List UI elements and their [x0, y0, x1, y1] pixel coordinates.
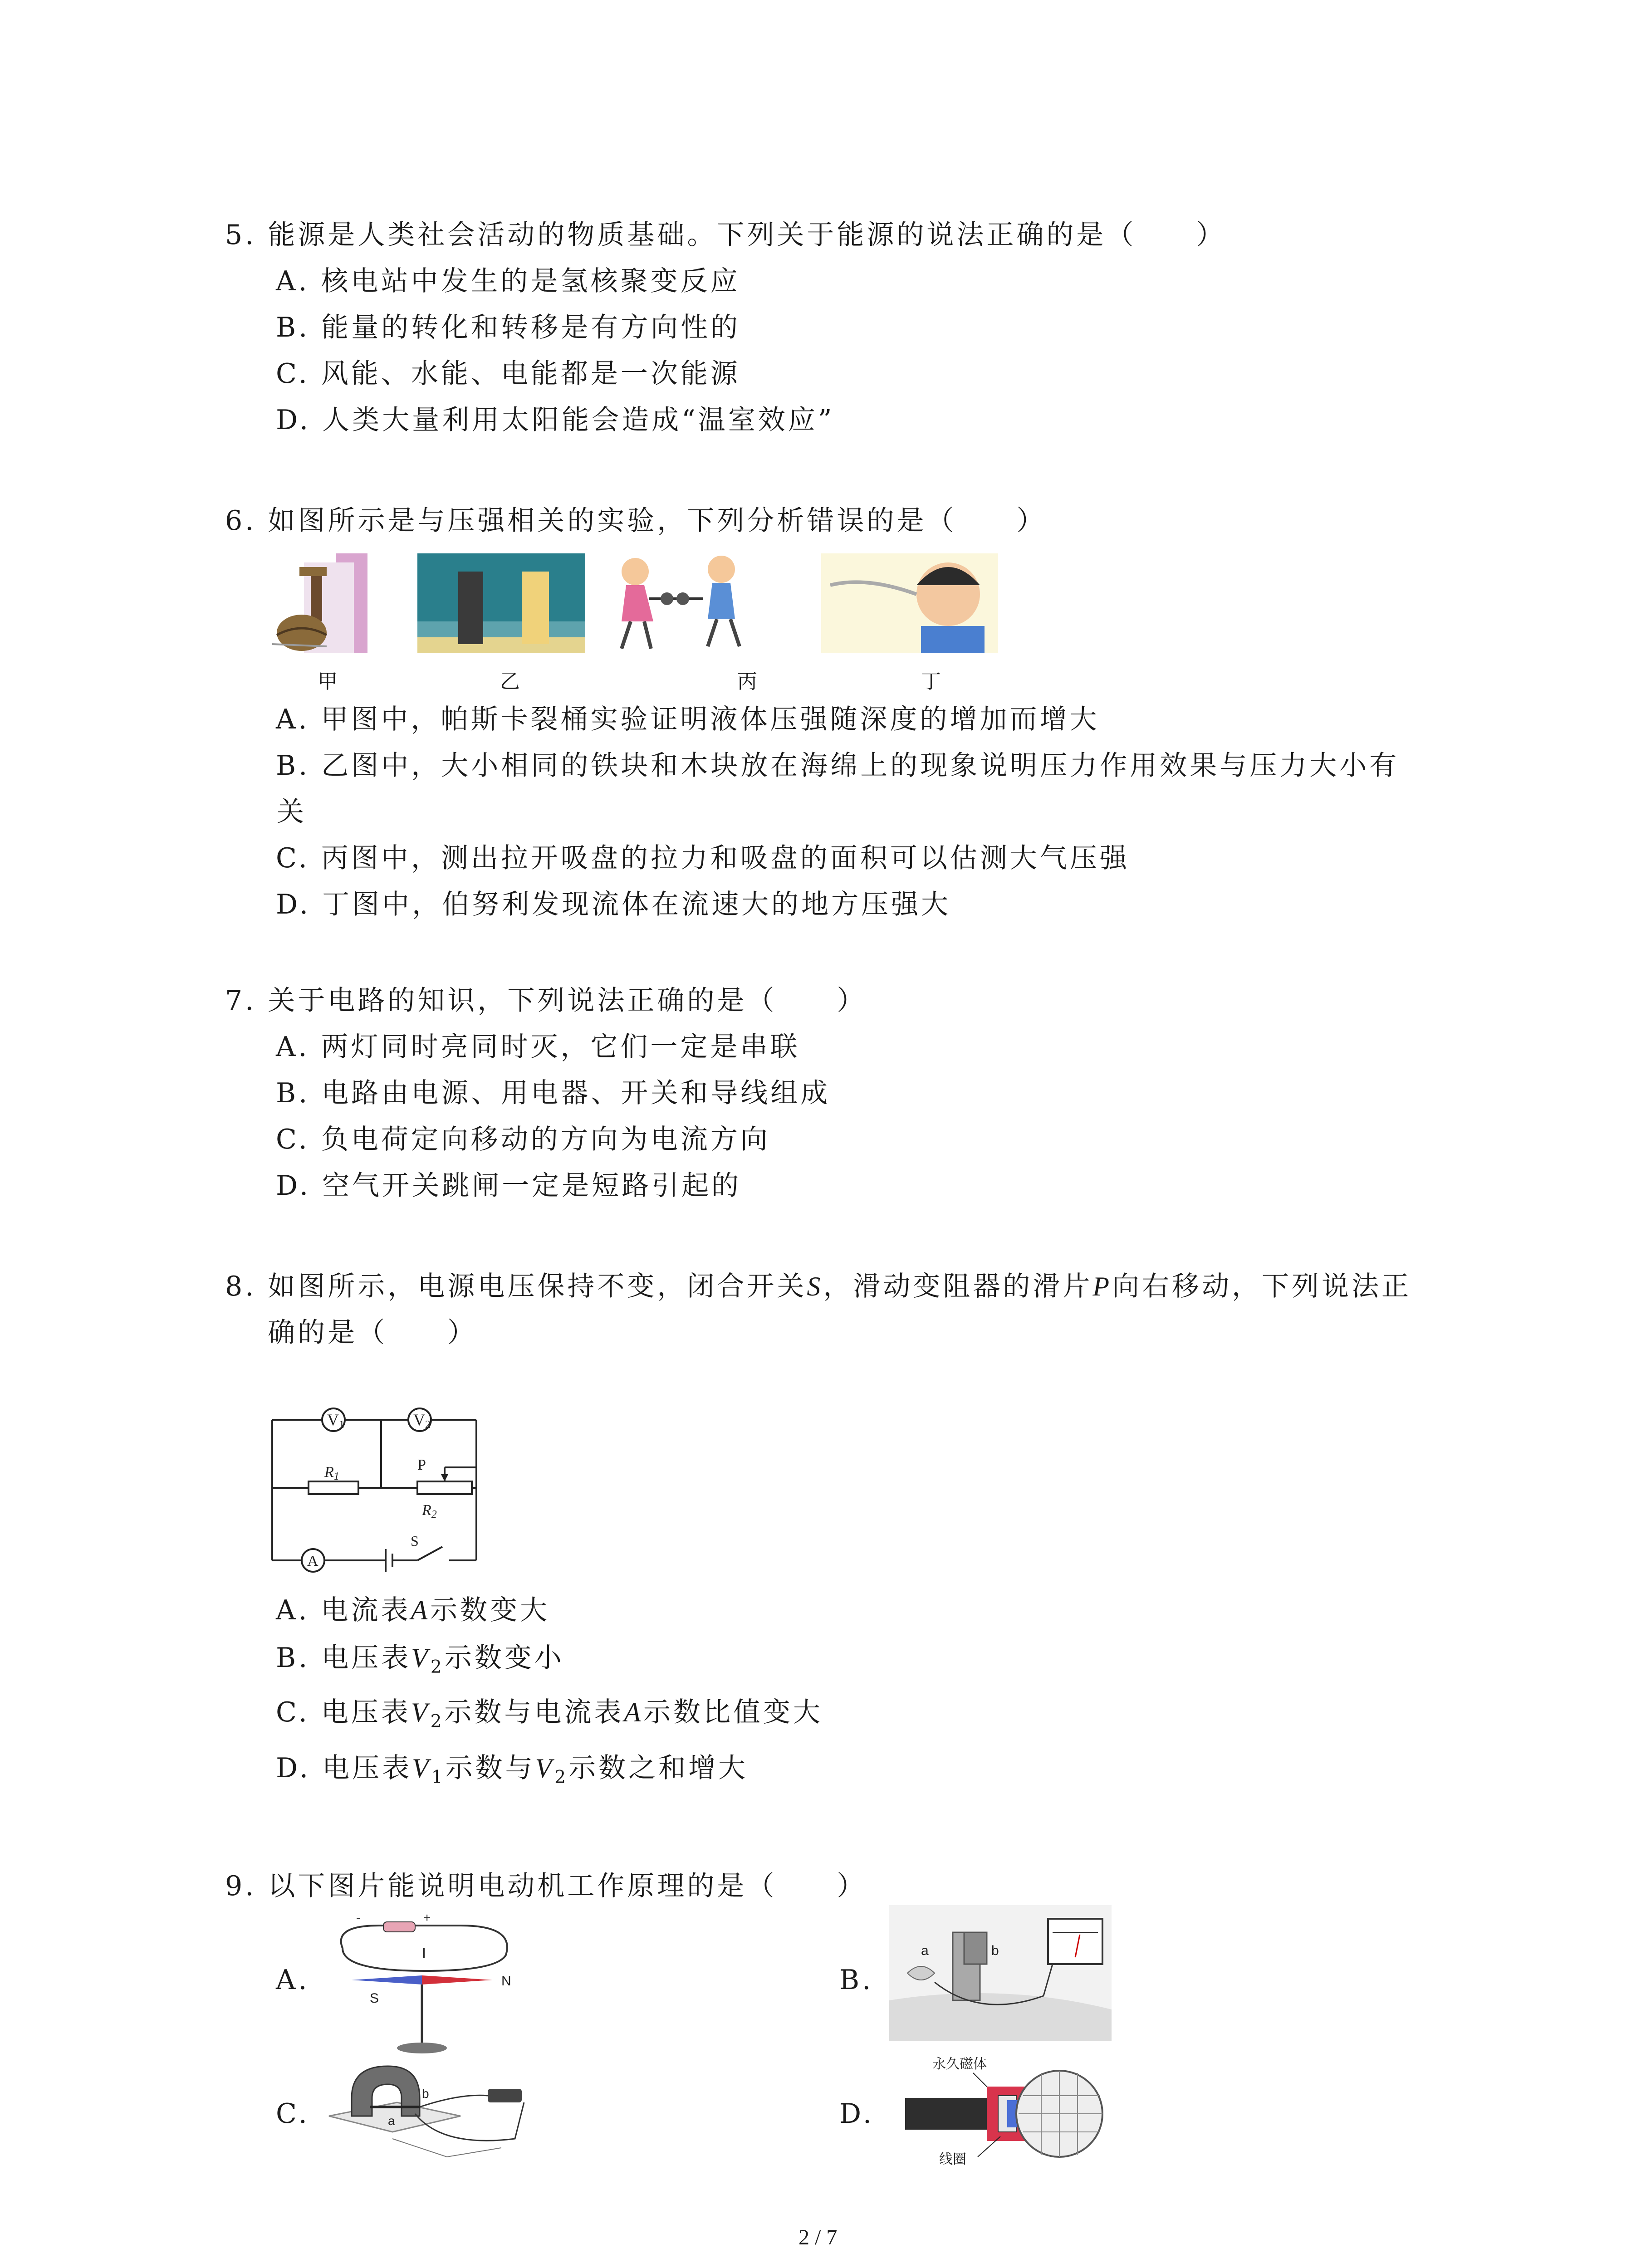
q7-option-d: D. 空气开关跳闸一定是短路引起的	[276, 1170, 742, 1202]
q8-stem-line2: 确的是（ ）	[268, 1317, 477, 1349]
q9-stem: 9. 以下图片能说明电动机工作原理的是（ ）	[225, 1870, 867, 1902]
q5-option-b: B. 能量的转化和转移是有方向性的	[276, 312, 741, 343]
q6-option-b: B. 乙图中，大小相同的铁块和木块放在海绵上的现象说明压力作用效果与压力大小有	[276, 750, 1400, 782]
q7-option-b: B. 电路由电源、用电器、开关和导线组成	[276, 1077, 831, 1109]
q6-option-d: D. 丁图中，伯努利发现流体在流速大的地方压强大	[276, 889, 951, 920]
q6-option-c: C. 丙图中，测出拉开吸盘的拉力和吸盘的面积可以估测大气压强	[276, 842, 1130, 874]
q8-circuit-diagram	[263, 1402, 499, 1592]
q8-option-c: C. 电压表$V_2$示数与电流表A示数比值变大	[276, 1696, 823, 1732]
q5-option-c: C. 风能、水能、电能都是一次能源	[276, 358, 740, 390]
q9-fig-d-coil-label: 线圈	[939, 2152, 966, 2167]
q9-letter-a: A.	[276, 1964, 310, 1996]
q9-letter-b: B.	[839, 1964, 874, 1996]
q8-v2-label: V2	[413, 1411, 431, 1431]
q6-fig-jia	[272, 553, 367, 653]
q8-stem: 8. 如图所示，电源电压保持不变，闭合开关S，滑动变阻器的滑片P向右移动，下列说法正	[225, 1271, 1411, 1302]
q9-fig-c-motor	[324, 2057, 542, 2170]
q9-fig-a-n-label: N	[501, 1974, 511, 1989]
q6-label-yi: 乙	[500, 670, 520, 693]
q9-fig-b-induction	[889, 1905, 1112, 2041]
q8-option-a: A. 电流表A示数变大	[276, 1594, 550, 1626]
q9-fig-a-s-label: S	[370, 1991, 379, 2006]
q9-fig-d-microphone	[901, 2055, 1109, 2173]
q9-letter-d: D.	[839, 2098, 875, 2130]
q9-fig-a-current-label: I	[422, 1945, 426, 1961]
q5-option-a: A. 核电站中发生的是氢核聚变反应	[276, 265, 740, 297]
q5-option-d: D. 人类大量利用太阳能会造成“温室效应”	[276, 404, 835, 436]
q9-fig-d-magnet-label: 永久磁体	[932, 2057, 987, 2072]
svg-text:+: +	[423, 1912, 431, 1925]
q9-fig-c-a-label: a	[388, 2114, 395, 2128]
page-number: 2 / 7	[798, 2225, 838, 2249]
q6-label-bing: 丙	[737, 670, 757, 693]
q8-p-label: P	[417, 1457, 426, 1473]
q6-stem: 6. 如图所示是与压强相关的实验，下列分析错误的是（ ）	[225, 505, 1047, 537]
q8-ammeter-label: A	[307, 1553, 318, 1569]
q9-letter-c: C.	[276, 2098, 310, 2130]
q8-option-d: D. 电压表$V_1$示数与$V_2$示数之和增大	[276, 1752, 749, 1788]
q9-fig-b-a-label: a	[921, 1943, 929, 1958]
q9-fig-b-b-label: b	[991, 1943, 999, 1958]
q6-option-a: A. 甲图中，帕斯卡裂桶实验证明液体压强随深度的增加而增大	[276, 704, 1100, 735]
q6-option-b-cont: 关	[277, 796, 307, 828]
q7-option-c: C. 负电荷定向移动的方向为电流方向	[276, 1124, 770, 1155]
q8-option-b: B. 电压表$V_2$示数变小	[276, 1642, 564, 1677]
q8-switch-label: S	[411, 1533, 419, 1549]
q7-stem: 7. 关于电路的知识，下列说法正确的是（ ）	[225, 985, 867, 1017]
q6-label-jia: 甲	[318, 670, 338, 693]
svg-text:-: -	[356, 1912, 361, 1925]
q8-r1-label: R1	[324, 1464, 339, 1482]
q7-option-a: A. 两灯同时亮同时灭，它们一定是串联	[276, 1031, 800, 1063]
q6-figures	[268, 549, 1003, 658]
q6-label-ding: 丁	[921, 670, 941, 693]
q6-fig-bing	[612, 553, 771, 653]
q9-fig-a-oersted	[324, 1912, 524, 2057]
q5-stem: 5. 能源是人类社会活动的物质基础。下列关于能源的说法正确的是（ ）	[225, 219, 1226, 251]
q6-fig-ding	[821, 553, 998, 653]
q6-fig-yi	[417, 553, 585, 653]
q8-r2-label: R2	[422, 1502, 437, 1520]
q9-fig-c-b-label: b	[422, 2087, 429, 2101]
q8-v1-label: V1	[327, 1411, 344, 1431]
